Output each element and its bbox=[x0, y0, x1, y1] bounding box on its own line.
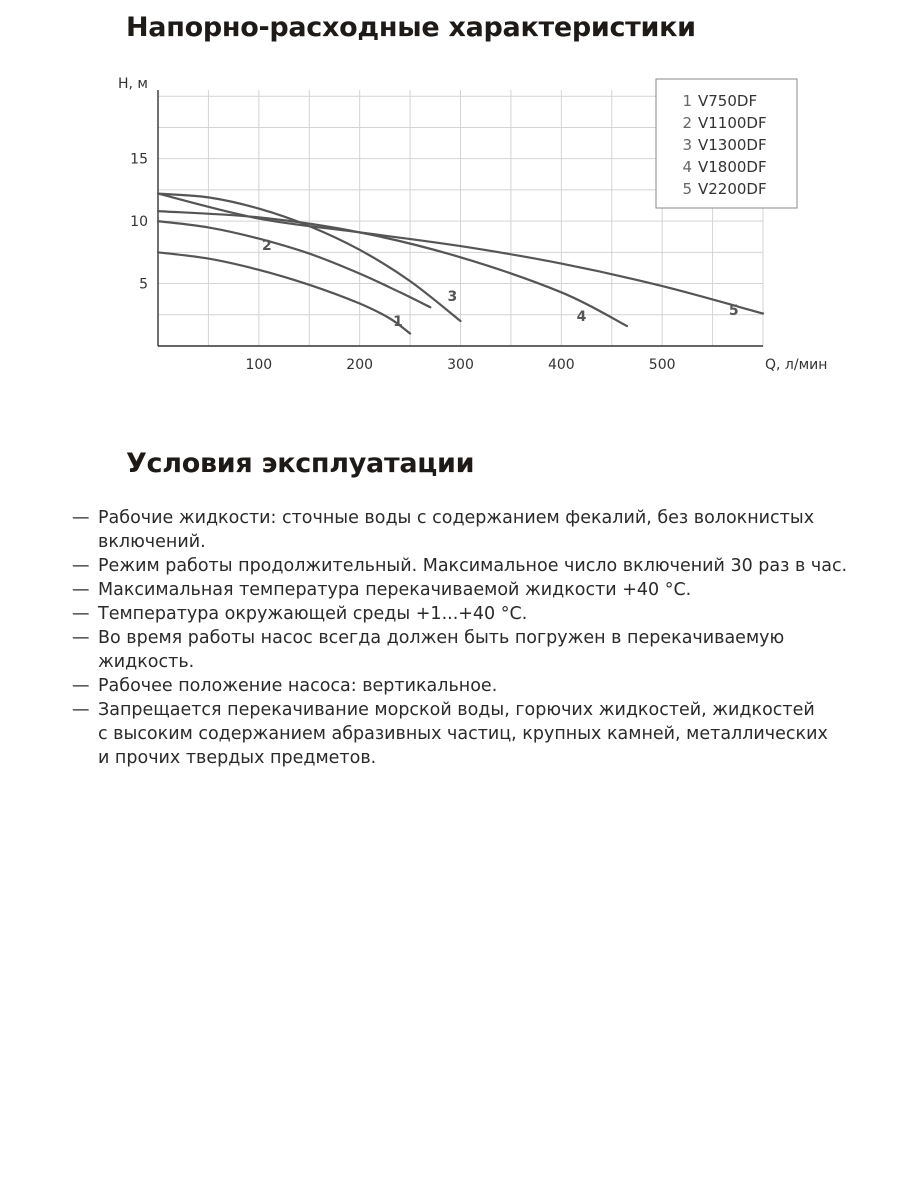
condition-text-line: включений. bbox=[98, 532, 206, 552]
list-dash: — bbox=[72, 700, 90, 720]
condition-text-line: Температура окружающей среды +1...+40 °С. bbox=[98, 604, 528, 624]
legend-number: 2 bbox=[682, 114, 692, 132]
list-dash: — bbox=[72, 604, 90, 624]
condition-text-line: жидкость. bbox=[98, 652, 195, 672]
condition-item bbox=[70, 674, 870, 698]
legend-entry: V1800DF bbox=[698, 158, 767, 176]
condition-item bbox=[70, 626, 870, 674]
condition-text-line: Запрещается перекачивание морской воды, горючих жидкостей, жидкостей bbox=[98, 700, 815, 720]
curve-label: 1 bbox=[393, 314, 403, 331]
list-dash: — bbox=[72, 580, 90, 600]
condition-item bbox=[70, 506, 870, 554]
legend-number: 4 bbox=[682, 158, 692, 176]
legend-number: 3 bbox=[682, 136, 692, 154]
series-line-2 bbox=[158, 221, 430, 307]
x-tick-label: 300 bbox=[447, 357, 474, 373]
curve-label: 2 bbox=[262, 237, 272, 254]
list-dash: — bbox=[72, 556, 90, 576]
curve-label: 4 bbox=[576, 309, 587, 326]
x-tick-label: 400 bbox=[547, 357, 575, 373]
condition-text-line: Рабочее положение насоса: вертикальное. bbox=[98, 676, 498, 696]
condition-text-line: Рабочие жидкости: сточные воды с содержанием фекалий, без волокнистых bbox=[98, 508, 815, 528]
y-tick-label: 15 bbox=[130, 151, 148, 168]
legend-number: 1 bbox=[682, 92, 692, 110]
condition-item bbox=[70, 698, 870, 770]
curve-label: 5 bbox=[728, 302, 739, 319]
pump-performance-chart bbox=[0, 0, 900, 440]
legend-entry: V750DF bbox=[698, 92, 758, 110]
legend-number: 5 bbox=[682, 180, 692, 198]
condition-text-line: и прочих твердых предметов. bbox=[98, 748, 377, 768]
x-tick-label: 200 bbox=[346, 357, 374, 373]
condition-item bbox=[70, 602, 870, 626]
condition-text-line: Режим работы продолжительный. Максимальное число включений 30 раз в час. bbox=[98, 556, 848, 576]
chart-title: Напорно-расходные характеристики bbox=[126, 12, 696, 43]
curve-label: 3 bbox=[447, 289, 458, 306]
x-tick-label: 100 bbox=[245, 357, 273, 373]
y-axis-label: H, м bbox=[118, 76, 148, 92]
condition-text-line: Во время работы насос всегда должен быть погружен в перекачиваемую bbox=[98, 628, 785, 648]
legend-entry: V1300DF bbox=[698, 136, 767, 154]
x-axis-label: Q, л/мин bbox=[765, 357, 828, 373]
condition-item bbox=[70, 578, 870, 602]
y-tick-label: 10 bbox=[130, 214, 148, 231]
x-tick-label: 500 bbox=[648, 357, 676, 373]
conditions-title: Условия эксплуатации bbox=[126, 448, 475, 479]
condition-item bbox=[70, 554, 870, 578]
condition-text-line: с высоким содержанием абразивных частиц, крупных камней, металлических bbox=[98, 724, 828, 744]
legend-entry: V2200DF bbox=[698, 180, 767, 198]
conditions-list bbox=[70, 506, 870, 770]
list-dash: — bbox=[72, 676, 90, 696]
list-dash: — bbox=[72, 508, 90, 528]
y-tick-label: 5 bbox=[139, 276, 148, 293]
list-dash: — bbox=[72, 628, 90, 648]
legend-entry: V1100DF bbox=[698, 114, 767, 132]
condition-text-line: Максимальная температура перекачиваемой жидкости +40 °С. bbox=[98, 580, 692, 600]
series-line-1 bbox=[158, 252, 410, 333]
